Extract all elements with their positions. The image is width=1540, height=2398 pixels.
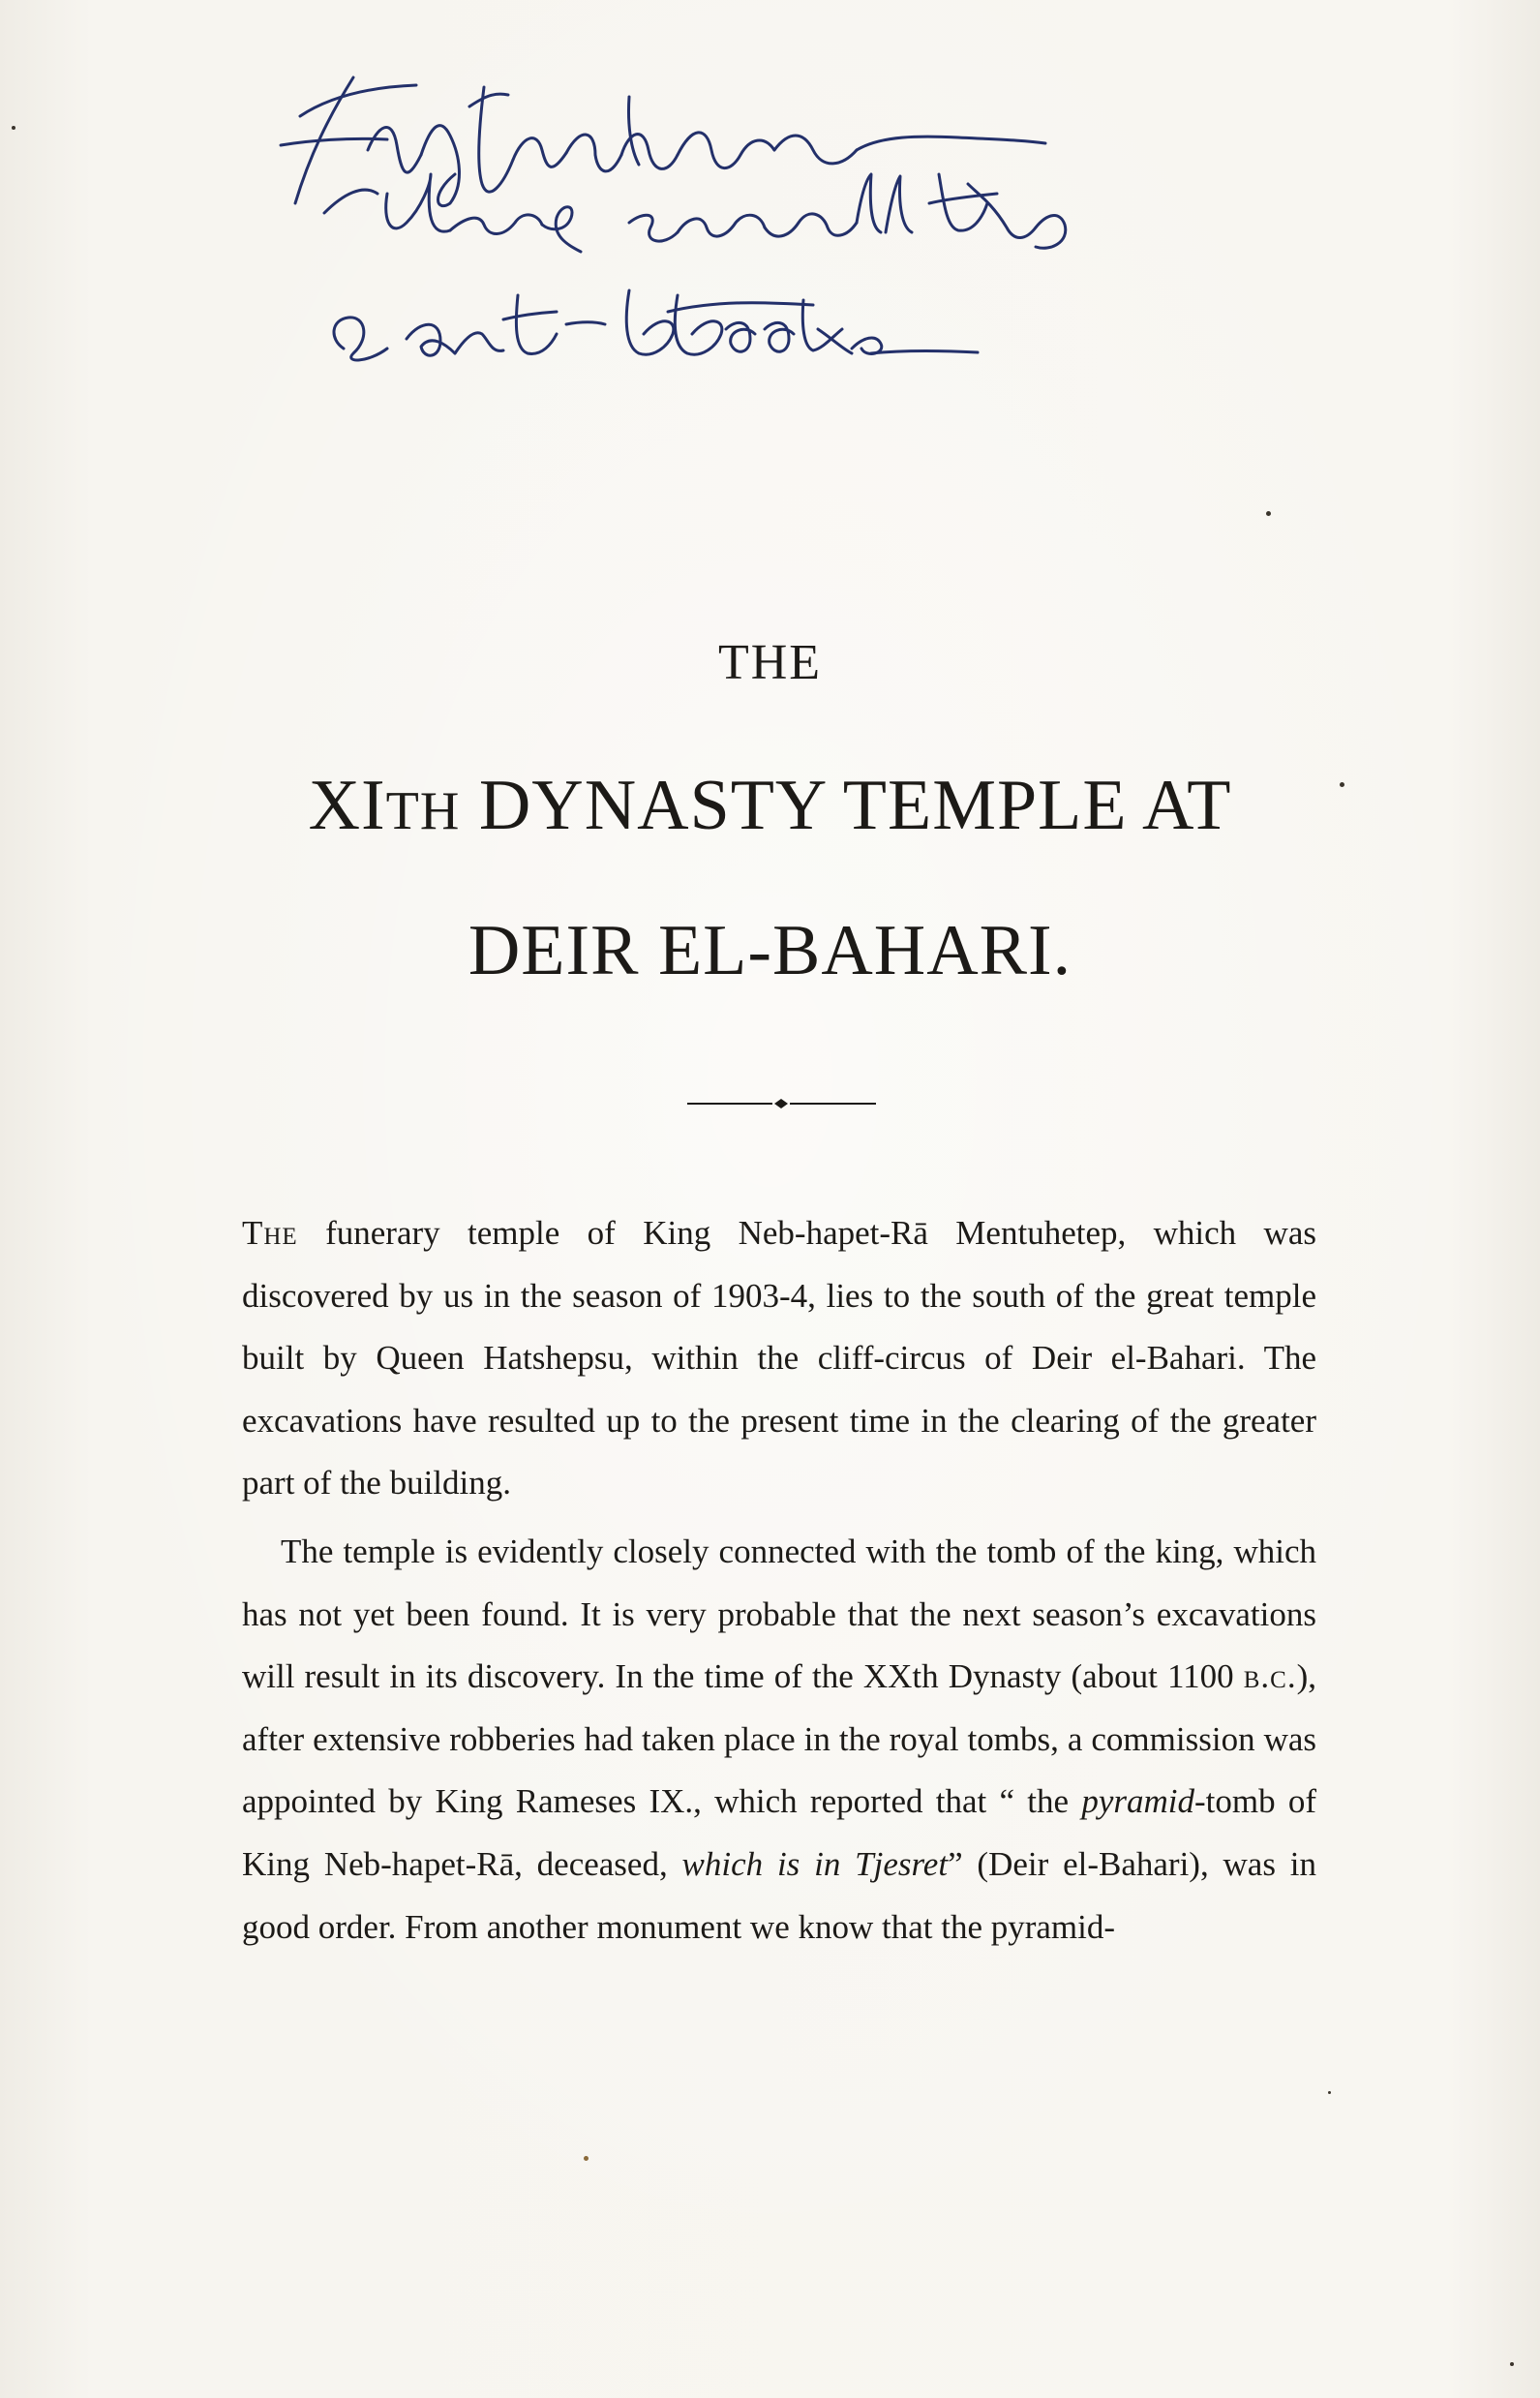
title-the: THE [717,635,823,690]
title-line-2: DEIR EL-BAHARI. [468,911,1072,990]
paragraph-1-text: funerary temple of King Neb-hapet-Rā Mentuhetep, which was discovered by us in the season of 1903-4, lies to the south of the great temple built by Queen Hatshepsu, within the cliff-circus of Deir el-Bahari. The excavations have resulted up to the present time in the clearing of the greater part of the building. [242,1214,1316,1503]
paper-speck [584,2156,589,2161]
paragraph-2-part-d: ” (Deir el-Bahari), was in good order. From another monument we know that the pyramid- [242,1844,1316,1946]
paragraph-2-part-a: The temple is evidently closely connected with the tomb of the king, which has not yet been found. It is very probable that the next season’s excavations will result in its discovery. In the time of the XXth Dynasty (about 1100 [242,1532,1316,1696]
ornamental-rule [687,1097,876,1110]
title-line-1 [0,765,1540,847]
paper-speck [1510,2362,1514,2366]
paper-speck [1328,2091,1331,2094]
paragraph-2-era: b.c. [1243,1657,1297,1696]
paragraph-2-part-c: -tomb of King Neb-hapet-Rā, deceased, [242,1782,1316,1883]
handwriting-signature [261,58,1326,426]
paragraph-2-part-b: ), after extensive robberies had taken place in the royal tombs, a commission was appointed by King Rameses IX., which reported that “ the [242,1657,1316,1821]
paragraph-1-lead: The [242,1214,298,1252]
title-dynasty-ordinal: TH [385,781,461,841]
paper-speck [12,126,15,130]
body-text [242,1202,1316,1958]
paper-speck [1266,511,1271,516]
paragraph-1 [242,1202,1316,1515]
paragraph-2-emphasis-pyramid: pyramid [1081,1782,1194,1821]
title-dynasty-rest: DYNASTY TEMPLE AT [460,766,1232,845]
paragraph-2 [242,1521,1316,1958]
title-dynasty-numeral: XI [308,766,386,845]
paragraph-2-emphasis-tjesret: which is in Tjesret [681,1844,949,1883]
handwritten-inscription [261,58,1326,426]
paper-speck [1340,782,1344,787]
